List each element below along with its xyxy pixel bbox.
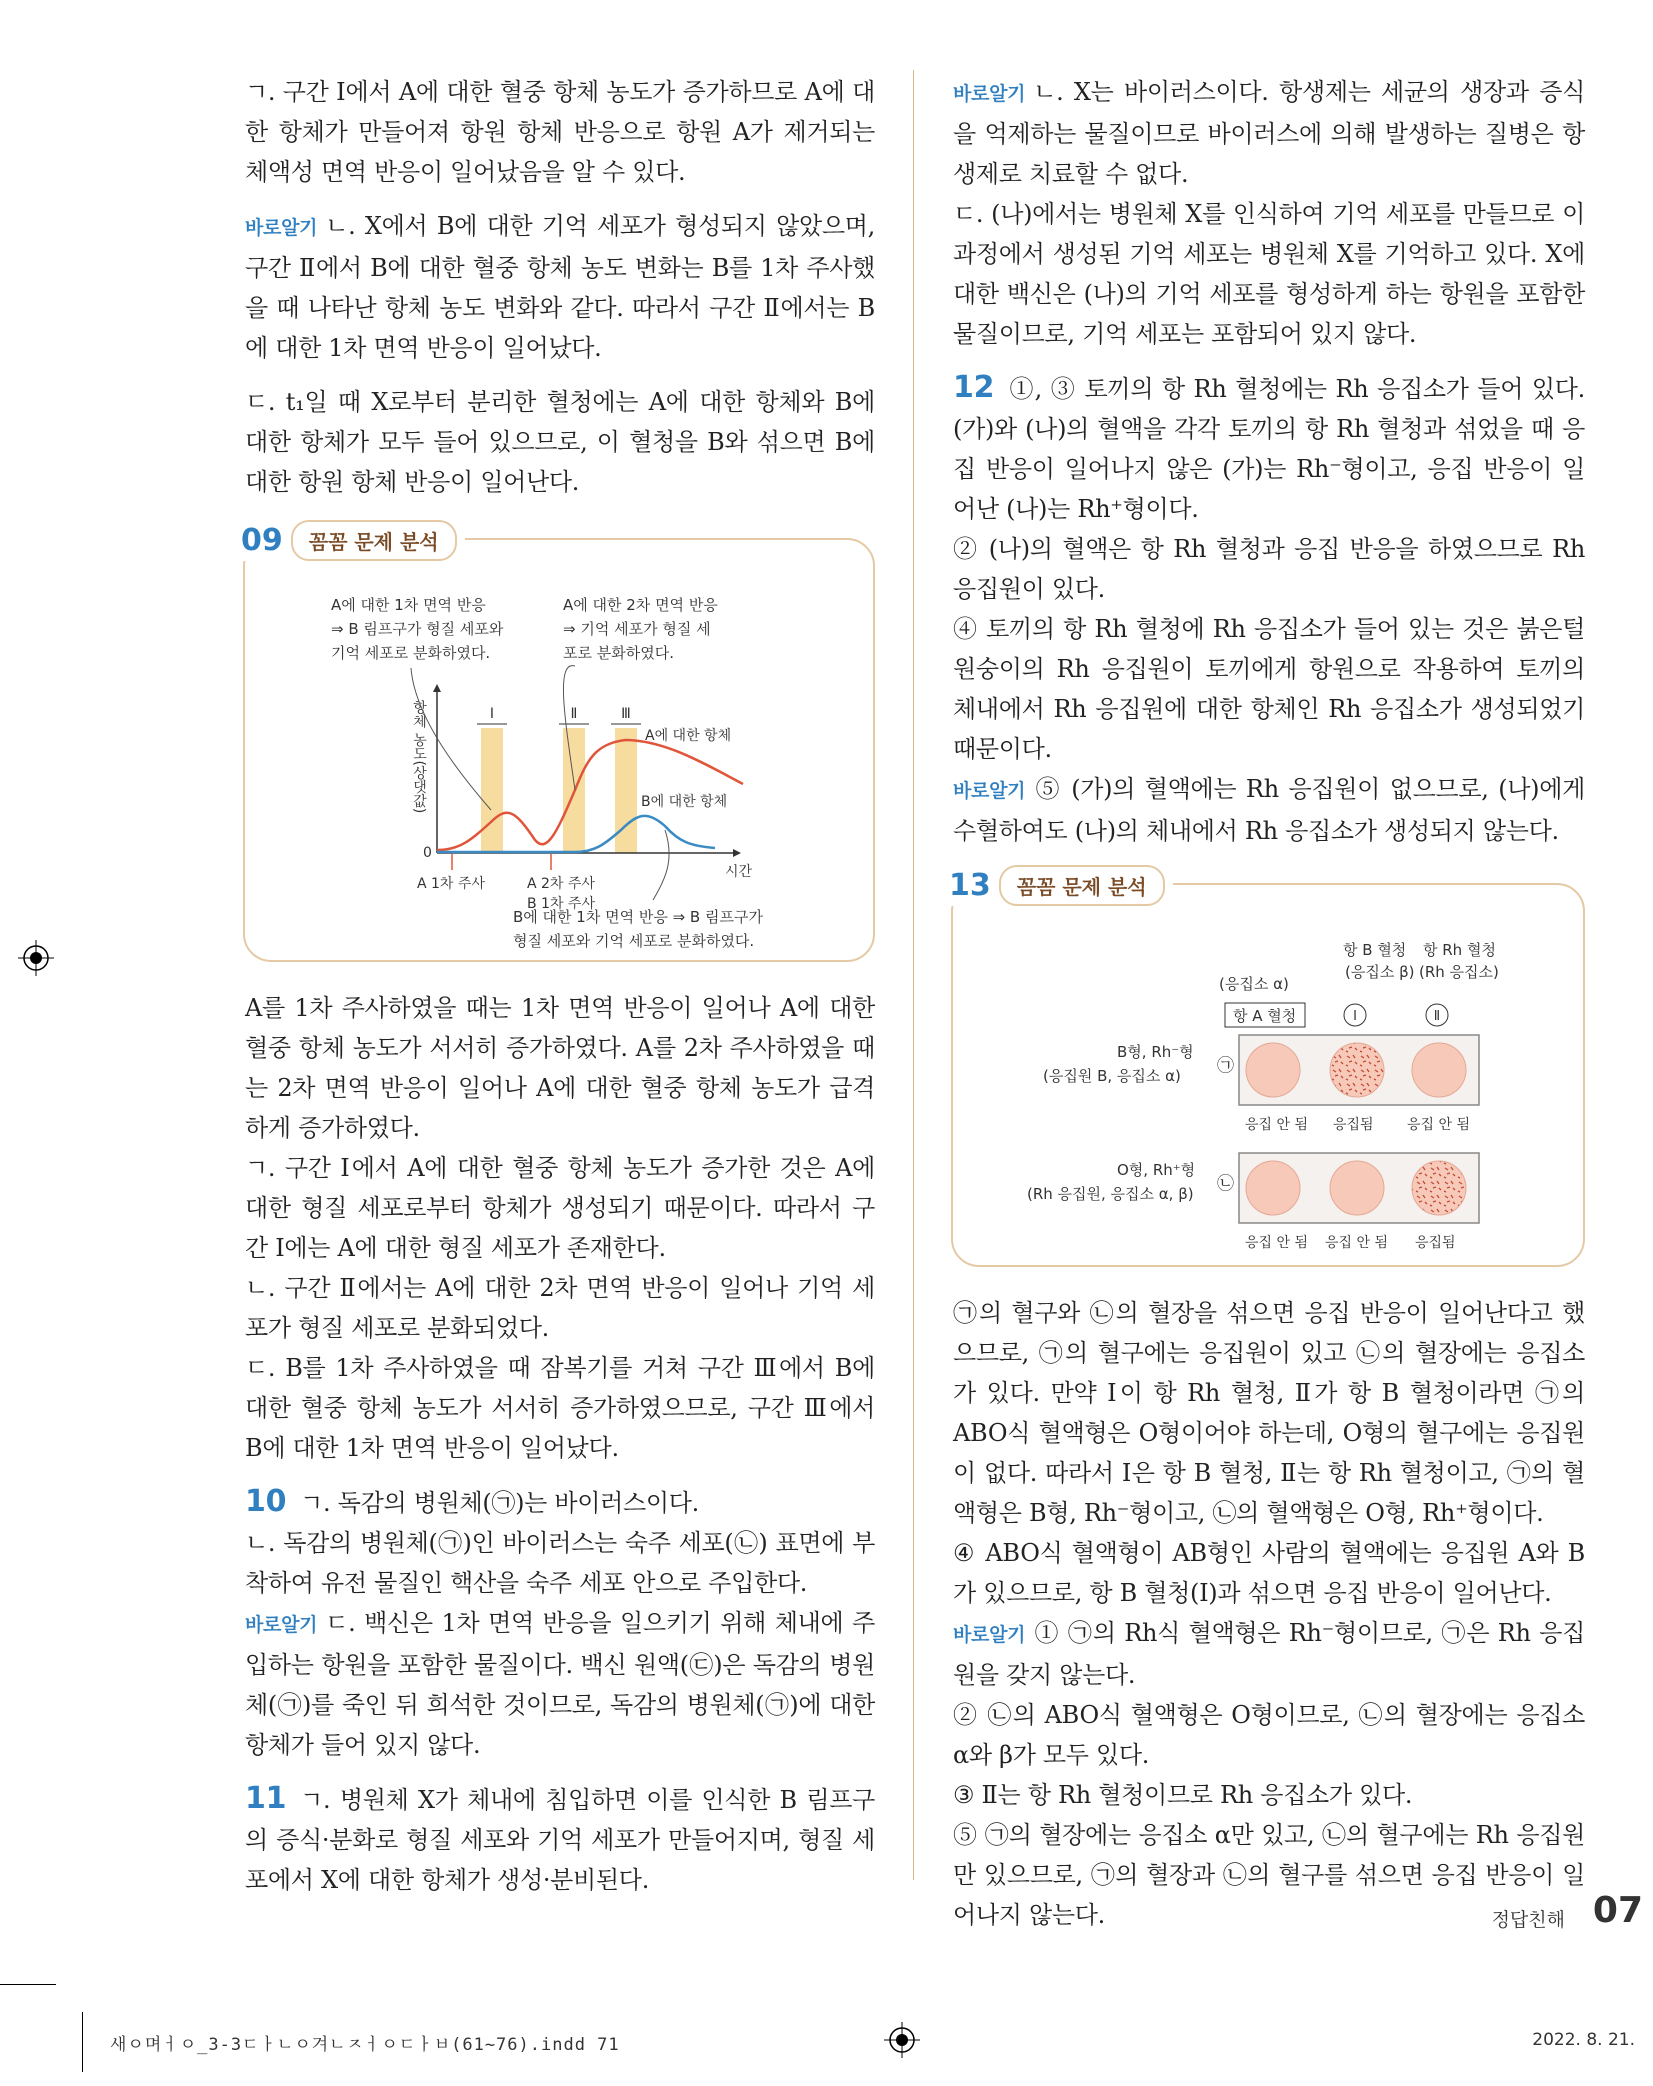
paragraph: ㄴ. 구간 Ⅱ에서는 A에 대한 2차 면역 반응이 일어나 기억 세포가 형질 세포로 분화되었다. [245,1274,875,1342]
question-number: 12 [953,370,995,405]
row2-result-2: 응집 안 됨 [1325,1235,1388,1251]
row2-label-line2: (Rh 응집원, 응집소 α, β) [1027,1185,1194,1203]
paragraph [953,1613,1585,1695]
paragraph [245,1779,875,1900]
registration-mark-icon [884,2022,920,2058]
note1-line1: A에 대한 1차 면역 반응 [331,596,486,614]
x-axis-arrow-icon [733,849,741,857]
well-row2-2 [1330,1161,1384,1215]
row1-label-line1: B형, Rh⁻형 [1117,1043,1194,1061]
y-axis-arrow-icon [433,684,441,692]
box-title: 꼼꼼 문제 분석 [999,865,1165,906]
paragraph: ㄷ. t₁일 때 X로부터 분리한 혈청에는 A에 대한 항체와 B에 대한 항체가 모두 들어 있으므로, 이 혈청을 B와 섞으면 B에 대한 항원 항체 반응이 일어난다. [245,388,875,496]
col-anti-b-line1: 항 B 혈청 [1343,941,1407,959]
note2-line3: 포로 분화하였다. [563,644,674,662]
paragraph: ㄱ. 구간 Ⅰ에서 A에 대한 혈중 항체 농도가 증가하므로 A에 대한 항체가 만들어져 항원 항체 반응으로 항원 A가 제거되는 체액성 면역 반응이 일어났음을 알 수 있다. [245,78,875,186]
baro-tag: 바로알기 [245,1614,318,1636]
paragraph: ㄱ. 구간 Ⅰ에서 A에 대한 혈중 항체 농도가 증가한 것은 A에 대한 형질 세포로부터 항체가 생성되기 때문이다. 따라서 구간 Ⅰ에는 A에 대한 형질 세포가 존재한다. [245,1154,875,1262]
section-label-2: Ⅱ [570,706,578,722]
row2-label-line1: O형, Rh⁺형 [1117,1161,1196,1179]
row1-result-1: 응집 안 됨 [1245,1117,1308,1133]
row1-label-line2: (응집원 B, 응집소 α) [1043,1067,1181,1085]
question-number: 11 [245,1781,287,1816]
registration-mark-icon [18,940,54,976]
paragraph: ② (나)의 혈액은 항 Rh 혈청과 응집 반응을 하였으므로 Rh 응집원이 있다. [953,535,1585,603]
row1-result-3: 응집 안 됨 [1407,1117,1470,1133]
footer-label: 정답친해 [1491,1909,1565,1931]
paragraph [245,206,875,368]
file-info: 새ㅇ며ㅓㅇ_3-3ㄷㅏㄴㅇ겨ㄴㅈㅓㅇㄷㅏㅂ(61~76).indd 71 [110,2035,620,2055]
curve-a-label: A에 대한 항체 [645,728,732,744]
well-row2-3 [1412,1161,1466,1215]
question-text: ①, ③ 토끼의 항 Rh 혈청에는 Rh 응집소가 들어 있다. (가)와 (나)의 혈액을 각각 토끼의 항 Rh 혈청과 섞었을 때 응집 반응이 일어나지 않은 (가)는 Rh⁻형이고, 응집 반응이 일어난 (나)는 Rh⁺형이다. [953,375,1585,523]
injection-label-1: A 1차 주사 [417,876,485,892]
row2-mark: ㉡ [1217,1174,1234,1194]
paragraph [245,1603,875,1765]
analysis-box-13 [949,868,1585,1267]
left-column [241,72,875,1900]
paragraph: ㄴ. 독감의 병원체(㉠)인 바이러스는 숙주 세포(㉡) 표면에 부착하여 유전 물질인 핵산을 숙주 세포 안으로 주입한다. [245,1529,875,1597]
baro-text: ㄴ. X에서 B에 대한 기억 세포가 형성되지 않았으며, 구간 Ⅱ에서 B에 대한 혈중 항체 농도 변화는 B를 1차 주사했을 때 나타난 항체 농도 변화와 같다. 따라서 구간 Ⅱ에서는 B에 대한 1차 면역 반응이 일어났다. [245,212,875,362]
question-number: 09 [241,523,283,558]
antibody-graph [245,540,871,956]
paragraph [953,72,1585,194]
row1-mark: ㉠ [1217,1056,1234,1076]
paragraph [245,1482,875,1523]
baro-text: ㄷ. 백신은 1차 면역 반응을 일으키기 위해 체내에 주입하는 항원을 포함한 물질이다. 백신 원액(㉢)은 독감의 병원체(㉠)를 죽인 뒤 희석한 것이므로, 독감의 병원체(㉠)에 대한 항체가 들어 있지 않다. [245,1609,875,1759]
note2-line1: A에 대한 2차 면역 반응 [563,596,718,614]
section-label-3: Ⅲ [621,706,631,722]
page-number: 07 [1592,1890,1643,1931]
roman-1: Ⅰ [1353,1009,1357,1024]
paragraph: ④ ABO식 혈액형이 AB형인 사람의 혈액에는 응집원 A와 B가 있으므로, 항 B 혈청(Ⅰ)과 섞으면 응집 반응이 일어난다. [953,1539,1585,1607]
question-text: ㄱ. 병원체 X가 체내에 침입하면 이를 인식한 B 림프구의 증식·분화로 형질 세포와 기억 세포가 만들어지며, 형질 세포에서 X에 대한 항체가 생성·분비된다. [245,1786,875,1894]
baro-tag: 바로알기 [953,780,1026,802]
crop-mark [0,1984,56,1985]
well-row1-3 [1412,1043,1466,1097]
paragraph: ㄷ. (나)에서는 병원체 X를 인식하여 기억 세포를 만들므로 이 과정에서 생성된 기억 세포는 병원체 X를 기억하고 있다. X에 대한 백신은 (나)의 기억 세포를 형성하게 하는 항원을 포함한 물질이므로, 기억 세포는 포함되어 있지 않다. [953,200,1585,348]
box-header [949,865,1173,906]
well-row1-1 [1246,1043,1300,1097]
paragraph: ㄷ. B를 1차 주사하였을 때 잠복기를 거쳐 구간 Ⅲ에서 B에 대한 혈중 항체 농도가 서서히 증가하였으므로, 구간 Ⅲ에서 B에 대한 1차 면역 반응이 일어났다. [245,1354,875,1462]
well-row1-2 [1330,1043,1384,1097]
file-date: 2022. 8. 21. [1532,2030,1635,2050]
section-label-1: Ⅰ [489,706,495,722]
origin-label: 0 [423,845,432,861]
y-axis-label: 항체 농도(상댓값) [411,700,427,814]
injection-label-2a: A 2차 주사 [527,876,595,892]
well-row2-1 [1246,1161,1300,1215]
question-number: 10 [245,1484,287,1519]
baro-text: ① ㉠의 Rh식 혈액형은 Rh⁻형이므로, ㉠은 Rh 응집원을 갖지 않는다. [953,1619,1585,1689]
baro-tag: 바로알기 [245,217,318,239]
paragraph: ② ㉡의 ABO식 혈액형은 O형이므로, ㉡의 혈장에는 응집소 α와 β가 모두 있다. [953,1701,1585,1769]
right-column [949,72,1585,1935]
x-axis-label: 시간 [725,864,753,880]
row1-result-2: 응집됨 [1333,1117,1374,1133]
question-text: ㄱ. 독감의 병원체(㉠)는 바이러스이다. [300,1489,700,1517]
analysis-box-09 [241,523,875,962]
paragraph: ㉠의 혈구와 ㉡의 혈장을 섞으면 응집 반응이 일어난다고 했으므로, ㉠의 혈구에는 응집원이 있고 ㉡의 혈장에는 응집소가 있다. 만약 Ⅰ이 항 Rh 혈청, Ⅱ가 항 B 혈청이라면 ㉠의 ABO식 혈액형은 O형이어야 하는데, O형의 혈구에는 응집원이 없다. 따라서 Ⅰ은 항 B 혈청, Ⅱ는 항 Rh 혈청이고, ㉠의 혈액형은 B형, Rh⁻형이고, ㉡의 혈액형은 O형, Rh⁺형이다. [953,1299,1585,1527]
baro-text: ㄴ. X는 바이러스이다. 항생제는 세균의 생장과 증식을 억제하는 물질이므로 바이러스에 의해 발생하는 질병은 항생제로 치료할 수 없다. [953,78,1585,188]
pointer-line [653,830,669,900]
row2-result-1: 응집 안 됨 [1245,1235,1308,1251]
paragraph [953,769,1585,851]
col-anti-rh-line2: (Rh 응집소) [1419,963,1499,981]
col-anti-b-line2: (응집소 β) [1345,963,1415,981]
section-bar-3 [615,728,637,853]
note1-line2: ⇒ B 림프구가 형질 세포와 [331,620,504,638]
baro-text: ⑤ (가)의 혈액에는 Rh 응집원이 없으므로, (나)에게 수혈하여도 (나)의 체내에서 Rh 응집소가 생성되지 않는다. [953,775,1585,845]
paragraph: A를 1차 주사하였을 때는 1차 면역 반응이 일어나 A에 대한 혈중 항체 농도가 서서히 증가하였다. A를 2차 주사하였을 때는 2차 면역 반응이 일어나 A에 대한 혈중 항체 농도가 급격하게 증가하였다. [245,994,875,1142]
col-anti-rh-line1: 항 Rh 혈청 [1423,941,1496,959]
paragraph: ④ 토끼의 항 Rh 혈청에 Rh 응집소가 들어 있는 것은 붉은털원숭이의 Rh 응집원이 토끼에게 항원으로 작용하여 토끼의 체내에서 Rh 응집원에 대한 항체인 Rh 응집소가 생성되었기 때문이다. [953,615,1585,763]
paragraph [953,368,1585,529]
curve-b-label: B에 대한 항체 [641,794,728,810]
crop-mark [82,2012,83,2072]
roman-2: Ⅱ [1433,1009,1441,1024]
column-divider [913,70,914,1880]
baro-tag: 바로알기 [953,1624,1026,1646]
note1-line3: 기억 세포로 분화하였다. [331,644,491,662]
agglutinin-alpha: (응집소 α) [1219,975,1289,993]
paragraph: ⑤ ㉠의 혈장에는 응집소 α만 있고, ㉡의 혈구에는 Rh 응집원만 있으므로, ㉠의 혈장과 ㉡의 혈구를 섞으면 응집 반응이 일어나지 않는다. [953,1821,1585,1929]
question-number: 13 [949,868,991,903]
blood-test-diagram [953,885,1581,1261]
row2-result-3: 응집됨 [1415,1235,1456,1251]
note3-line1: B에 대한 1차 면역 반응 ⇒ B 림프구가 [513,908,763,926]
note2-line2: ⇒ 기억 세포가 형질 세 [563,620,711,638]
paragraph: ③ Ⅱ는 항 Rh 혈청이므로 Rh 응집소가 있다. [953,1781,1413,1809]
note3-line2: 형질 세포와 기억 세포로 분화하였다. [513,932,755,950]
baro-tag: 바로알기 [953,83,1026,105]
box-title: 꼼꼼 문제 분석 [291,520,457,561]
anti-a-label: 항 A 혈청 [1233,1007,1297,1025]
injection-label-2b: B 1차 주사 [527,896,595,912]
section-bar-1 [481,728,503,853]
box-header [241,520,465,561]
